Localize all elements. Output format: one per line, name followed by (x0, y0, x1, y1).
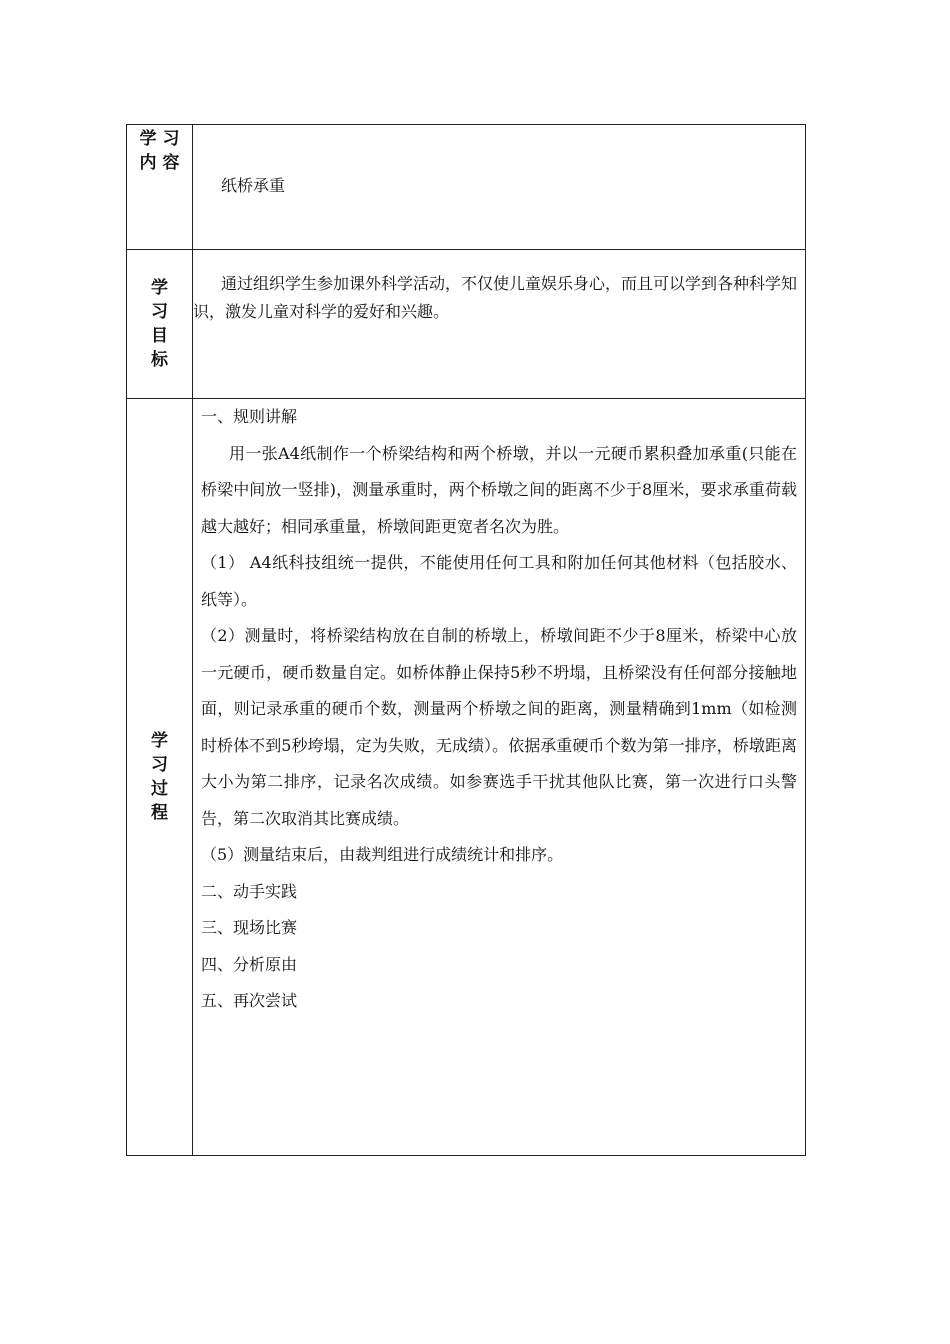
rule-item-1: （1） A4纸科技组统一提供，不能使用任何工具和附加任何其他材料（包括胶水、纸等）。 (201, 553, 797, 609)
goal-cell (193, 250, 806, 399)
section-heading: 四、分析原由 (201, 954, 298, 974)
lesson-plan-table (126, 124, 806, 1156)
section-heading: 三、现场比赛 (201, 918, 298, 937)
lesson-goal: 通过组织学生参加课外科学活动，不仅使儿童娱乐身心，而且可以学到各种科学知识，激发儿童对科学的爱好和兴趣。 (193, 274, 798, 321)
row-label-cell (127, 399, 193, 1156)
table-row-goal (127, 250, 806, 399)
rule-item-2: （2）测量时，将桥梁结构放在自制的桥墩上，桥墩间距不少于8厘米，桥梁中心放一元硬币，硬币数量自定。如桥体静止保持5秒不坍塌，且桥梁没有任何部分接触地面，则记录承重的硬币个数，测量两个桥墩之间的距离，测量精确到1mm（如检测时桥体不到5秒垮塌，定为失败，无成绩）。依据承重硬币个数为第一排序，桥墩距离大小为第二排序，记录名次成绩。如参赛选手干扰其他队比赛，第一次进行口头警告，第二次取消其比赛成绩。 (201, 626, 797, 828)
section-heading: 五、再次尝试 (201, 991, 298, 1010)
table-row-process (127, 399, 806, 1156)
process-cell (193, 399, 806, 1156)
row-label-content: 学 习 内 容 (139, 129, 180, 173)
row-label-cell (127, 125, 193, 250)
rule-paragraph: 用一张A4纸制作一个桥梁结构和两个桥墩，并以一元硬币累积叠加承重(只能在桥梁中间放一竖排)，测量承重时，两个桥墩之间的距离不少于8厘米，要求承重荷载越大越好；相同承重量，桥墩间距更宽者名次为胜。 (201, 443, 797, 536)
section-heading: 二、动手实践 (201, 881, 298, 901)
table-row-content (127, 125, 806, 250)
row-label-cell (127, 250, 193, 399)
content-cell (193, 125, 806, 250)
lesson-topic: 纸桥承重 (221, 176, 286, 195)
section-heading: 一、规则讲解 (201, 407, 298, 426)
rule-item-5: （5）测量结束后，由裁判组进行成绩统计和排序。 (201, 845, 564, 864)
row-label-goal: 学习目标 (151, 278, 168, 370)
row-label-process: 学习过程 (151, 731, 168, 823)
process-text-block (193, 399, 805, 1020)
